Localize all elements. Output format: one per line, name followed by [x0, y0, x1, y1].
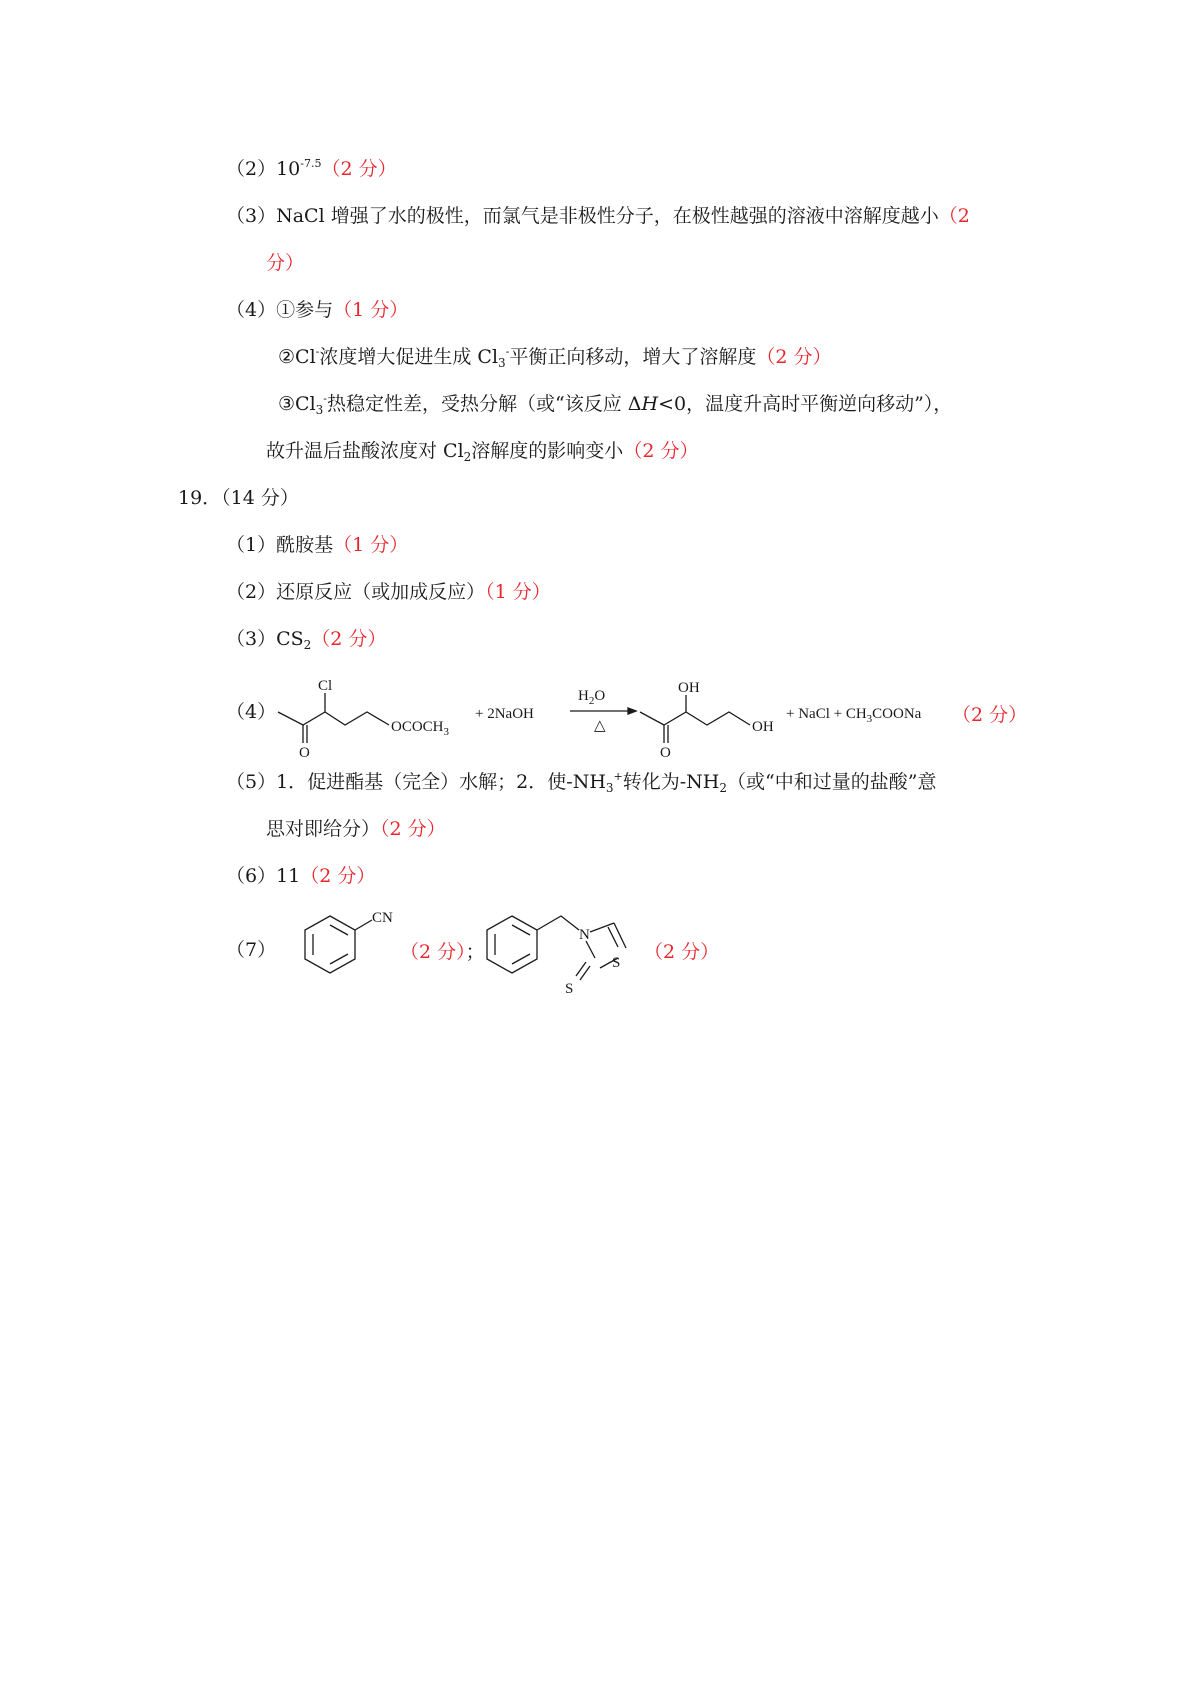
q19-part2: （2）还原反应（或加成反应）（1 分） [226, 581, 551, 603]
q19-part7-score1: （2 分）； [400, 941, 485, 963]
q19-part4-num: （4） [226, 701, 277, 723]
score-label: （2 [938, 205, 970, 227]
q18-part4-1: （4）①参与（1 分） [226, 299, 409, 321]
score-label: （2 分） [623, 440, 699, 462]
q19-part7-num: （7） [226, 939, 277, 961]
condition-bottom-heat: △ [594, 718, 606, 734]
product-oh1: OH [678, 680, 700, 696]
q19-part6: （6）11（2 分） [226, 865, 376, 887]
score-label: 分） [266, 252, 305, 274]
reagent-naoh: + 2NaOH [475, 706, 534, 722]
q18-part4-3-cont: 故升温后盐酸浓度对 $Cl_2$溶解度的影响变小（2 分） [266, 440, 699, 464]
score-label: （2 分） [756, 346, 832, 368]
q18-part3: （3）NaCl 增强了水的极性，而氯气是非极性分子，在极性越强的溶液中溶解度越小（2 [226, 205, 970, 227]
score-label: （1 分） [333, 534, 409, 556]
score-label: （1 分） [333, 299, 409, 321]
q19-header: 19．（14 分） [178, 487, 299, 509]
q19-part7-score2 [644, 940, 719, 964]
score-label: （2 分） [400, 941, 466, 963]
reactant-carbonyl-o: O [299, 745, 310, 761]
score-label: （2 分） [380, 818, 446, 840]
q19-part5: （5）1．促进酯基（完全）水解；2．使$-NH_3^+$转化为$-NH_2$（或“中和过量的盐酸”意 [226, 770, 937, 795]
q18-part4-3: $③Cl_3^-$热稳定性差，受热分解（或“该反应 ΔH<0，温度升高时平衡逆向移动”）， [278, 392, 953, 417]
score-label: （2 分） [321, 158, 397, 180]
condition-top: $H_2O$ [578, 688, 606, 707]
thione-s-label: S [565, 981, 574, 997]
score-label: （2 分） [311, 628, 387, 650]
score-label: （2 分） [300, 865, 376, 887]
q18-part4-2: ②Cl-浓度增大促进生成 $Cl_3^-$平衡正向移动，增大了溶解度（2 分） [278, 345, 832, 370]
q19-part3: $(3)CS_2(2$ 分） [226, 628, 387, 652]
score-label: （1 分） [485, 581, 551, 603]
q19-part1: （1）酰胺基（1 分） [226, 534, 409, 556]
score-label: （2 分） [644, 941, 720, 963]
q19-part5-cont: 思对即给分）（2 分） [266, 818, 446, 840]
score-label: （2 分） [952, 704, 1028, 726]
n-atom-label: N [579, 927, 590, 943]
product-carbonyl-o: O [660, 745, 671, 761]
product-oh2: OH [752, 719, 774, 735]
reactant-cl-label: Cl [318, 678, 333, 694]
ring-s-label: S [612, 955, 621, 971]
byproducts: + NaCl + $CH_3COONa$ [786, 706, 922, 725]
cn-label: CN [372, 910, 393, 926]
q18-part2: $(2)10^{-7.5}(2$ 分） [226, 157, 397, 180]
reactant-ester-label: $OCOCH_3$ [391, 719, 450, 738]
